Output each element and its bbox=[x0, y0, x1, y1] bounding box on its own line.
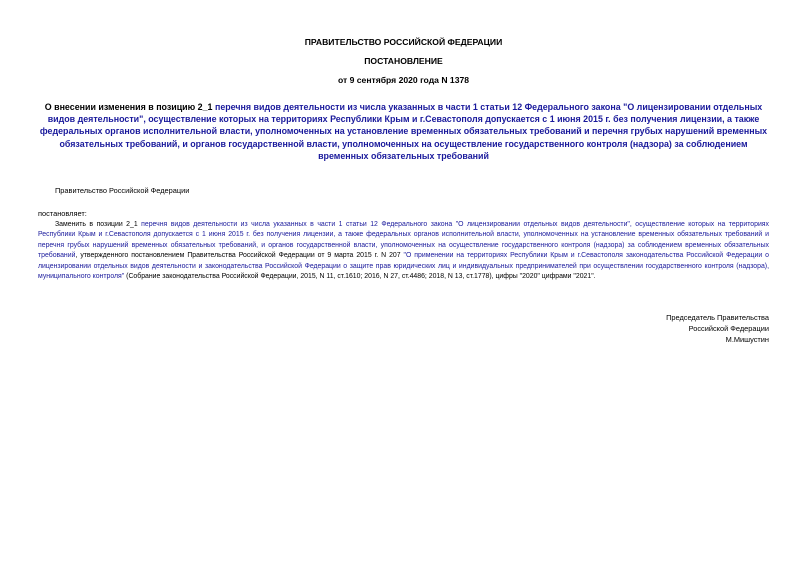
signature-name: М.Мишустин bbox=[725, 335, 769, 344]
decree-line: постановляет: bbox=[38, 209, 87, 218]
paragraph-link-list[interactable]: перечня видов деятельности из числа указанных в части 1 статьи 12 Федерального закона "О лицензировании отдельных видов деятельности", осуществление которых на территориях Республики Крым и г.Севастополя допускается с 1 июня 2015 г. без получения лицензии, а также федеральных органов исполнительной власти, уполномоченных на установление временных обязательных требований и перечня грубых нарушений временных обязательных требований, и органов государственной власти, уполномоченных на осуществление государственного контроля (надзора) за соблюдением временных обязательных требований bbox=[38, 221, 769, 260]
signature-position: Председатель Правительства bbox=[666, 313, 769, 322]
paragraph-link-decree[interactable]: "О применении на территориях Республики Крым и г.Севастополя законодательства Российской Федерации о лицензировании отдельных видов деятельности и законодательства Российской Федерации о защите прав юридических лиц и индивидуальных предпринимателей при осуществлении государственного контроля (надзора), муниципального контроля" bbox=[38, 252, 769, 281]
header-date-number: от 9 сентября 2020 года N 1378 bbox=[337, 75, 470, 85]
government-line: Правительство Российской Федерации bbox=[55, 186, 190, 195]
document-title bbox=[38, 101, 769, 162]
paragraph-start: Заменить в позиции 2_1 bbox=[55, 221, 142, 228]
body-paragraph bbox=[38, 220, 769, 282]
paragraph-middle: , утвержденного постановлением Правительства Российской Федерации от 9 марта 2015 г. N 207 bbox=[75, 252, 404, 260]
signature-government: Российской Федерации bbox=[688, 324, 769, 333]
header-doc-type: ПОСТАНОВЛЕНИЕ bbox=[364, 56, 443, 66]
paragraph-end: (Собрание законодательства Российской Федерации, 2015, N 11, ст.1610; 2016, N 27, ст.4486; 2018, N 13, ст.1778), цифры "2020" цифрами "2021". bbox=[124, 273, 596, 281]
header-org: ПРАВИТЕЛЬСТВО РОССИЙСКОЙ ФЕДЕРАЦИИ bbox=[304, 37, 503, 47]
title-prefix: О внесении изменения в позицию 2_1 bbox=[44, 102, 215, 112]
signature-block bbox=[666, 312, 769, 345]
title-link[interactable]: перечня видов деятельности из числа указанных в части 1 статьи 12 Федерального закона "О лицензировании отдельных видов деятельности", осуществление которых на территориях Республики Крым и г.Севастополя допускается с 1 июня 2015 г. без получения лицензии, а также федеральных органов исполнительной власти, уполномоченных на установление временных обязательных требований и перечня грубых нарушений временных обязательных требований, и органов государственной власти, уполномоченных на осуществление государственного контроля (надзора) за соблюдением временных обязательных требований bbox=[39, 102, 768, 161]
